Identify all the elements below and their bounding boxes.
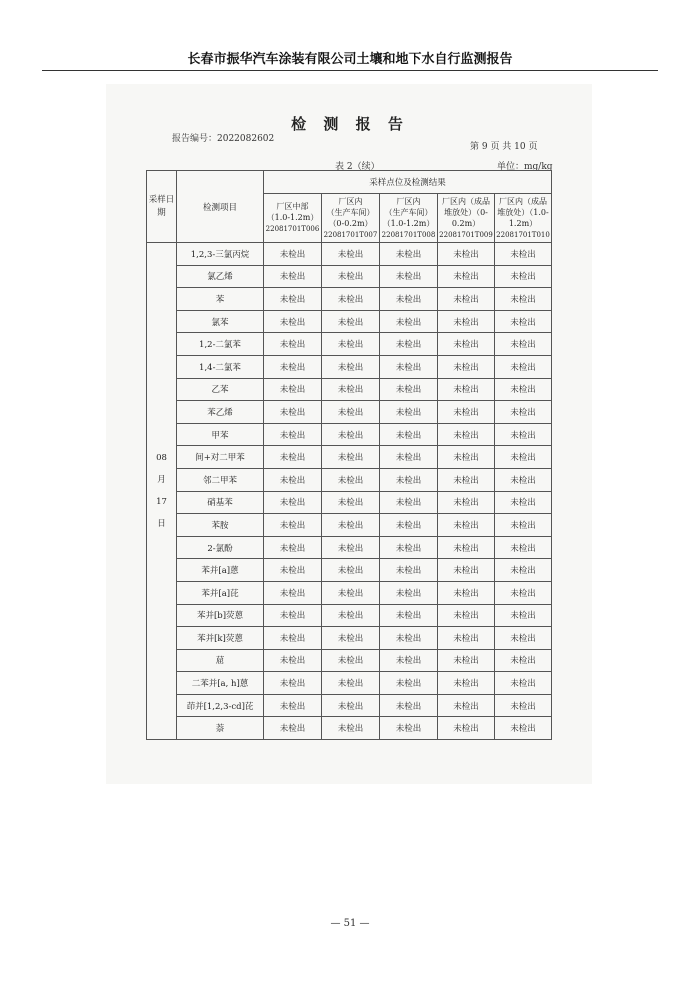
location-code: 22081701T010 [496, 230, 550, 239]
result-cell: 未检出 [438, 468, 495, 491]
location-name: 厂区中部 [276, 202, 309, 211]
table-row [147, 514, 552, 537]
test-item-cell: 苯并[k]荧蒽 [177, 627, 264, 650]
table-row [147, 355, 552, 378]
table-row [147, 401, 552, 424]
location-header [495, 194, 552, 243]
result-cell: 未检出 [438, 333, 495, 356]
result-cell: 未检出 [264, 581, 322, 604]
document-header-title: 长春市振华汽车涂装有限公司土壤和地下水自行监测报告 [187, 52, 513, 67]
table-row [147, 536, 552, 559]
result-cell: 未检出 [495, 672, 552, 695]
header-divider [42, 70, 658, 71]
col-header-date: 采样日期 [147, 171, 177, 243]
test-item-cell: 二苯并[a, h]蒽 [177, 672, 264, 695]
sampling-date-part: 17 [156, 497, 167, 508]
test-item-cell: 苯乙烯 [177, 401, 264, 424]
test-item-cell: 萘 [177, 717, 264, 740]
test-item-cell: 苯胺 [177, 514, 264, 537]
result-cell: 未检出 [380, 694, 438, 717]
test-item-cell: 茚并[1,2,3-cd]芘 [177, 694, 264, 717]
location-code: 22081701T008 [381, 230, 436, 239]
location-name: 厂区内 [396, 196, 421, 206]
table-row [147, 423, 552, 446]
location-depth: （生产车间）（0-0.2m） [326, 207, 375, 228]
result-cell: 未检出 [495, 604, 552, 627]
result-cell: 未检出 [322, 288, 380, 311]
result-cell: 未检出 [438, 401, 495, 424]
location-name: 厂区内 [338, 196, 363, 206]
result-cell: 未检出 [380, 581, 438, 604]
location-depth: 堆放处）（0-0.2m） [444, 207, 488, 228]
result-cell: 未检出 [264, 446, 322, 469]
test-item-cell: 苯 [177, 288, 264, 311]
result-cell: 未检出 [495, 288, 552, 311]
result-cell: 未检出 [380, 672, 438, 695]
result-cell: 未检出 [264, 604, 322, 627]
result-cell: 未检出 [264, 717, 322, 740]
result-cell: 未检出 [380, 604, 438, 627]
result-cell: 未检出 [380, 514, 438, 537]
table-row [147, 581, 552, 604]
result-cell: 未检出 [438, 243, 495, 266]
result-cell: 未检出 [322, 310, 380, 333]
result-cell: 未检出 [438, 514, 495, 537]
result-cell: 未检出 [495, 559, 552, 582]
report-number: 报告编号：2022082602 [172, 134, 275, 144]
result-cell: 未检出 [438, 446, 495, 469]
result-cell: 未检出 [438, 536, 495, 559]
result-cell: 未检出 [380, 333, 438, 356]
result-cell: 未检出 [438, 604, 495, 627]
test-item-cell: 2-氯酚 [177, 536, 264, 559]
test-item-cell: 间+对二甲苯 [177, 446, 264, 469]
result-cell: 未检出 [380, 423, 438, 446]
result-cell: 未检出 [264, 423, 322, 446]
result-cell: 未检出 [264, 627, 322, 650]
table-row [147, 672, 552, 695]
location-code: 22081701T006 [265, 225, 320, 233]
result-cell: 未检出 [495, 310, 552, 333]
result-cell: 未检出 [438, 694, 495, 717]
location-header [380, 194, 438, 243]
result-cell: 未检出 [495, 491, 552, 514]
result-cell: 未检出 [380, 536, 438, 559]
result-cell: 未检出 [380, 265, 438, 288]
result-cell: 未检出 [495, 694, 552, 717]
result-cell: 未检出 [380, 446, 438, 469]
result-cell: 未检出 [495, 378, 552, 401]
table-row [147, 491, 552, 514]
location-header [322, 194, 380, 243]
result-cell: 未检出 [380, 491, 438, 514]
test-item-cell: 䓛 [177, 649, 264, 672]
sampling-date-part: 日 [157, 519, 166, 530]
result-cell: 未检出 [438, 717, 495, 740]
test-item-cell: 氯乙烯 [177, 265, 264, 288]
result-cell: 未检出 [380, 310, 438, 333]
result-cell: 未检出 [438, 559, 495, 582]
result-cell: 未检出 [322, 536, 380, 559]
result-cell: 未检出 [438, 649, 495, 672]
test-item-cell: 邻二甲苯 [177, 468, 264, 491]
result-cell: 未检出 [264, 672, 322, 695]
result-cell: 未检出 [380, 649, 438, 672]
result-cell: 未检出 [438, 265, 495, 288]
result-cell: 未检出 [264, 310, 322, 333]
result-cell: 未检出 [322, 468, 380, 491]
result-cell: 未检出 [322, 627, 380, 650]
result-cell: 未检出 [264, 694, 322, 717]
result-cell: 未检出 [438, 355, 495, 378]
location-code: 22081701T007 [323, 230, 378, 239]
result-cell: 未检出 [322, 378, 380, 401]
result-cell: 未检出 [380, 468, 438, 491]
table-row [147, 288, 552, 311]
result-cell: 未检出 [380, 355, 438, 378]
result-cell: 未检出 [322, 514, 380, 537]
test-item-cell: 氯苯 [177, 310, 264, 333]
results-table [146, 170, 552, 740]
test-item-cell: 1,2,3-三氯丙烷 [177, 243, 264, 266]
test-item-cell: 甲苯 [177, 423, 264, 446]
col-header-item: 检测项目 [177, 171, 264, 243]
result-cell: 未检出 [322, 717, 380, 740]
result-cell: 未检出 [495, 649, 552, 672]
test-item-cell: 乙苯 [177, 378, 264, 401]
result-cell: 未检出 [380, 401, 438, 424]
table-row [147, 604, 552, 627]
result-cell: 未检出 [495, 333, 552, 356]
table-row [147, 310, 552, 333]
result-cell: 未检出 [264, 378, 322, 401]
result-cell: 未检出 [264, 536, 322, 559]
test-item-cell: 1,4-二氯苯 [177, 355, 264, 378]
result-cell: 未检出 [264, 333, 322, 356]
result-cell: 未检出 [438, 378, 495, 401]
sampling-date-part: 月 [157, 475, 166, 486]
table-row [147, 717, 552, 740]
location-depth: （1.0-1.2m） [266, 213, 319, 222]
result-cell: 未检出 [438, 310, 495, 333]
table-row [147, 378, 552, 401]
result-cell: 未检出 [495, 717, 552, 740]
result-cell: 未检出 [495, 514, 552, 537]
table-caption: 表 2（续） [335, 162, 380, 172]
table-row [147, 243, 552, 266]
location-code: 22081701T009 [439, 230, 493, 239]
result-cell: 未检出 [495, 536, 552, 559]
result-cell: 未检出 [322, 265, 380, 288]
location-header [264, 194, 322, 243]
result-cell: 未检出 [264, 491, 322, 514]
result-cell: 未检出 [495, 355, 552, 378]
result-cell: 未检出 [495, 243, 552, 266]
result-cell: 未检出 [438, 423, 495, 446]
col-header-group: 采样点位及检测结果 [264, 171, 552, 194]
unit-label: 单位：mg/kg [497, 162, 553, 172]
result-cell: 未检出 [438, 288, 495, 311]
table-row [147, 265, 552, 288]
result-cell: 未检出 [495, 423, 552, 446]
result-cell: 未检出 [322, 559, 380, 582]
result-cell: 未检出 [264, 514, 322, 537]
page-count: 第 9 页 共 10 页 [470, 142, 538, 152]
test-item-cell: 1,2-二氯苯 [177, 333, 264, 356]
table-row [147, 694, 552, 717]
location-depth: 堆放处）（1.0-1.2m） [497, 207, 549, 228]
result-cell: 未检出 [264, 288, 322, 311]
table-row [147, 649, 552, 672]
result-cell: 未检出 [264, 559, 322, 582]
result-cell: 未检出 [495, 401, 552, 424]
table-row [147, 446, 552, 469]
report-title: 检 测 报 告 [291, 115, 409, 133]
result-cell: 未检出 [322, 243, 380, 266]
result-cell: 未检出 [495, 627, 552, 650]
test-item-cell: 苯并[a]蒽 [177, 559, 264, 582]
result-cell: 未检出 [264, 265, 322, 288]
table-row [147, 627, 552, 650]
location-depth: （生产车间）（1.0-1.2m） [382, 207, 435, 228]
result-cell: 未检出 [438, 581, 495, 604]
result-cell: 未检出 [380, 288, 438, 311]
location-header [438, 194, 495, 243]
result-cell: 未检出 [495, 446, 552, 469]
result-cell: 未检出 [322, 355, 380, 378]
result-cell: 未检出 [322, 672, 380, 695]
result-cell: 未检出 [380, 378, 438, 401]
result-cell: 未检出 [322, 604, 380, 627]
table-row [147, 468, 552, 491]
table-row [147, 559, 552, 582]
result-cell: 未检出 [322, 649, 380, 672]
sampling-date-cell [147, 243, 177, 740]
result-cell: 未检出 [322, 446, 380, 469]
result-cell: 未检出 [495, 581, 552, 604]
result-cell: 未检出 [264, 401, 322, 424]
location-name: 厂区内（成品 [442, 196, 490, 206]
result-cell: 未检出 [380, 243, 438, 266]
test-item-cell: 苯并[a]芘 [177, 581, 264, 604]
result-cell: 未检出 [322, 401, 380, 424]
result-cell: 未检出 [264, 649, 322, 672]
page-number: — 51 — [330, 918, 370, 929]
result-cell: 未检出 [322, 581, 380, 604]
result-cell: 未检出 [438, 672, 495, 695]
result-cell: 未检出 [322, 694, 380, 717]
result-cell: 未检出 [380, 627, 438, 650]
sampling-date-part: 08 [156, 453, 167, 464]
result-cell: 未检出 [322, 491, 380, 514]
result-cell: 未检出 [495, 265, 552, 288]
result-cell: 未检出 [438, 491, 495, 514]
result-cell: 未检出 [264, 468, 322, 491]
test-item-cell: 苯并[b]荧蒽 [177, 604, 264, 627]
result-cell: 未检出 [322, 423, 380, 446]
result-cell: 未检出 [380, 717, 438, 740]
result-cell: 未检出 [264, 243, 322, 266]
location-name: 厂区内（成品 [499, 196, 547, 206]
result-cell: 未检出 [380, 559, 438, 582]
result-cell: 未检出 [264, 355, 322, 378]
result-cell: 未检出 [438, 627, 495, 650]
result-cell: 未检出 [322, 333, 380, 356]
test-item-cell: 硝基苯 [177, 491, 264, 514]
result-cell: 未检出 [495, 468, 552, 491]
table-row [147, 333, 552, 356]
